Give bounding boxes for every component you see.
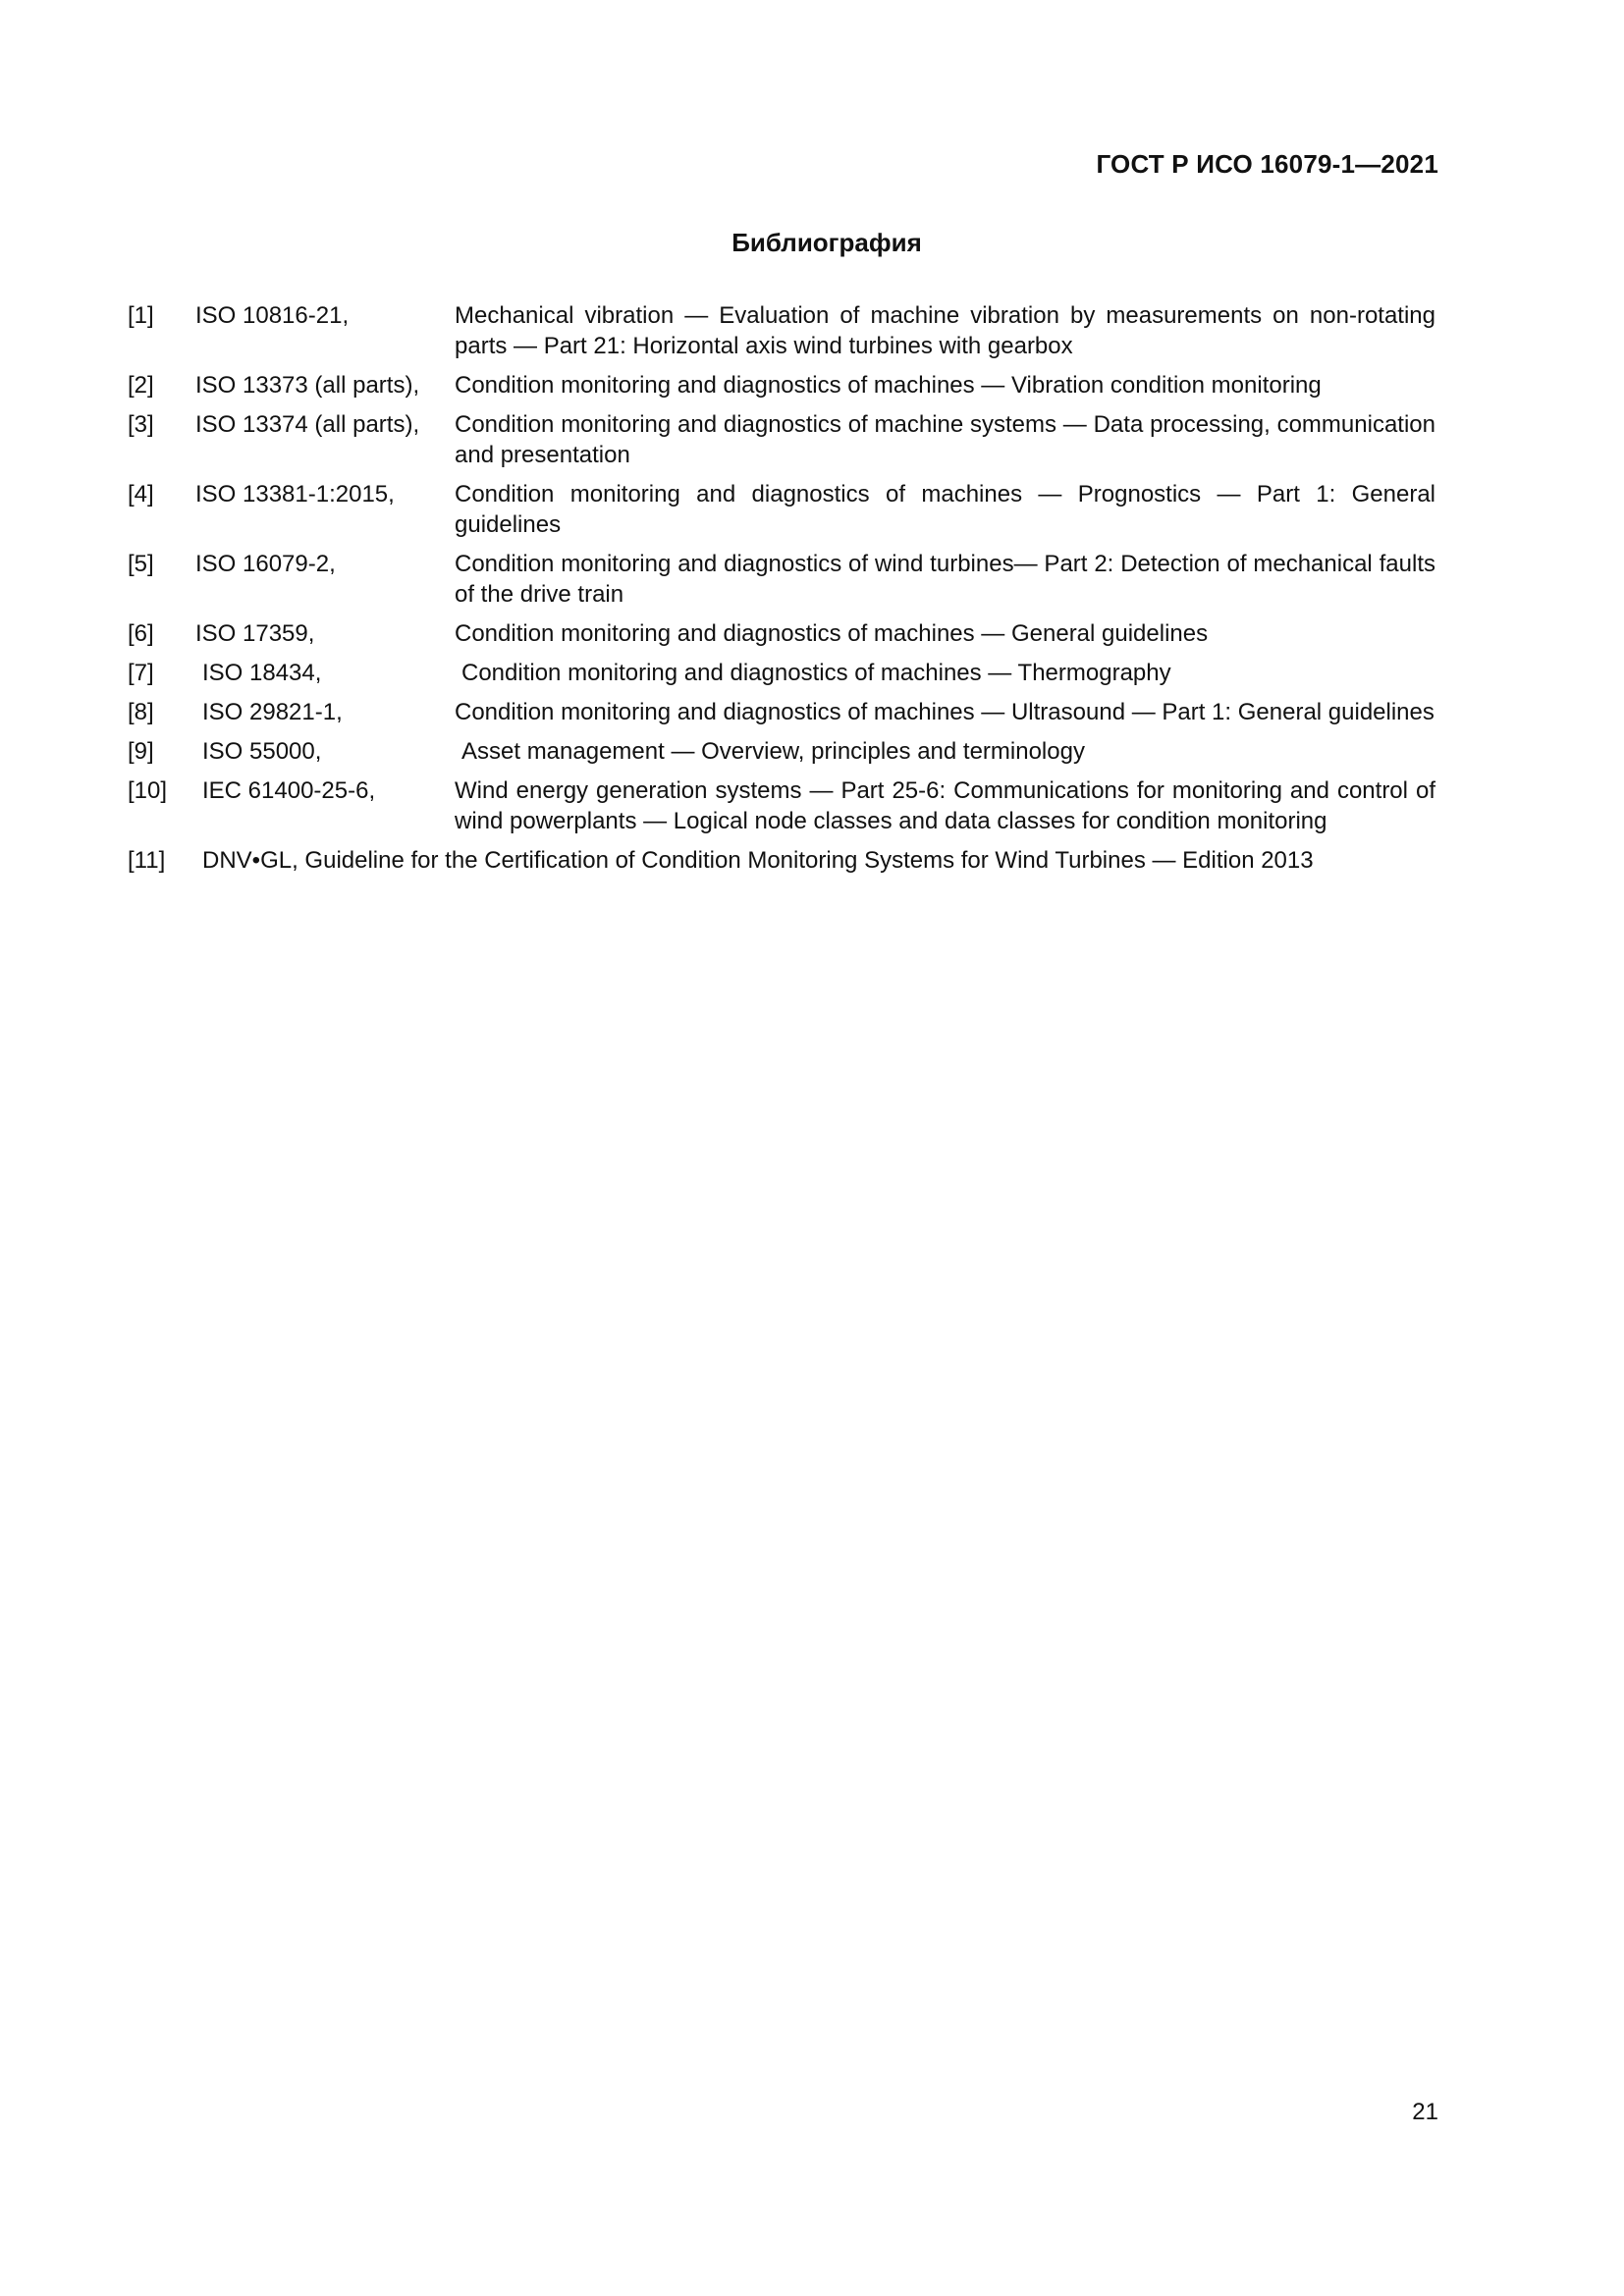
bibliography-entry (128, 658, 1435, 688)
entry-title: Mechanical vibration — Evaluation of machine vibration by measurements on non-rotating parts — Part 21: Horizontal axis wind turbines with gearbox (455, 302, 1435, 359)
entry-number: [3] (128, 411, 154, 438)
entry-code: ISO 13373 (all parts), (195, 372, 420, 399)
entry-title: Asset management — Overview, principles and terminology (461, 738, 1085, 765)
entry-title: Wind energy generation systems — Part 25-6: Communications for monitoring and control of wind powerplants — Logical node classes and data classes for condition monitoring (455, 777, 1435, 834)
entry-code: ISO 13374 (all parts), (195, 411, 420, 438)
entry-code: ISO 10816-21, (195, 302, 350, 329)
entry-number: [4] (128, 481, 154, 507)
entry-title: Condition monitoring and diagnostics of machines — Ultrasound — Part 1: General guidelines (455, 699, 1435, 725)
entry-code: ISO 29821-1, (202, 699, 343, 725)
entry-title: Condition monitoring and diagnostics of machines — Thermography (461, 660, 1171, 686)
bibliography-entry (128, 775, 1435, 836)
bibliography-title: Библиография (731, 228, 922, 257)
entry-number: [5] (128, 551, 154, 577)
entry-number: [8] (128, 699, 154, 725)
entry-number: [2] (128, 372, 154, 399)
bibliography-entry (128, 736, 1435, 767)
page-number: 21 (1412, 2099, 1438, 2125)
entry-code: IEC 61400-25-6, (202, 777, 376, 804)
entry-code: ISO 18434, (202, 660, 322, 686)
document-code: ГОСТ Р ИСО 16079-1—2021 (1096, 149, 1438, 179)
entry-title: Condition monitoring and diagnostics of machines — Prognostics — Part 1: General guidelines (455, 481, 1435, 538)
entry-code: ISO 55000, (202, 738, 322, 765)
entry-number: [6] (128, 620, 154, 647)
entry-text: DNV•GL, Guideline for the Certification of Condition Monitoring Systems for Wind Turbines — Edition 2013 (202, 847, 1314, 874)
entry-title: Condition monitoring and diagnostics of machine systems — Data processing, communication and presentation (455, 411, 1435, 468)
entry-number: [7] (128, 660, 154, 686)
entry-title: Condition monitoring and diagnostics of machines — Vibration condition monitoring (455, 372, 1322, 399)
entry-number: [11] (128, 847, 166, 874)
entry-number: [10] (128, 777, 168, 804)
bibliography-entry (128, 300, 1435, 361)
entry-code: ISO 17359, (195, 620, 315, 647)
bibliography-entry (128, 618, 1435, 649)
entry-title: Condition monitoring and diagnostics of wind turbines— Part 2: Detection of mechanical faults of the drive train (455, 551, 1435, 608)
bibliography-entry (128, 697, 1435, 727)
bibliography-entry (128, 370, 1435, 400)
bibliography-list (128, 300, 1435, 884)
entry-number: [1] (128, 302, 154, 329)
entry-title: Condition monitoring and diagnostics of machines — General guidelines (455, 620, 1209, 647)
bibliography-entry (128, 479, 1435, 540)
entry-code: ISO 13381-1:2015, (195, 481, 395, 507)
bibliography-entry (128, 409, 1435, 470)
bibliography-entry (128, 845, 1435, 876)
entry-number: [9] (128, 738, 154, 765)
bibliography-entry (128, 549, 1435, 610)
entry-code: ISO 16079-2, (195, 551, 336, 577)
